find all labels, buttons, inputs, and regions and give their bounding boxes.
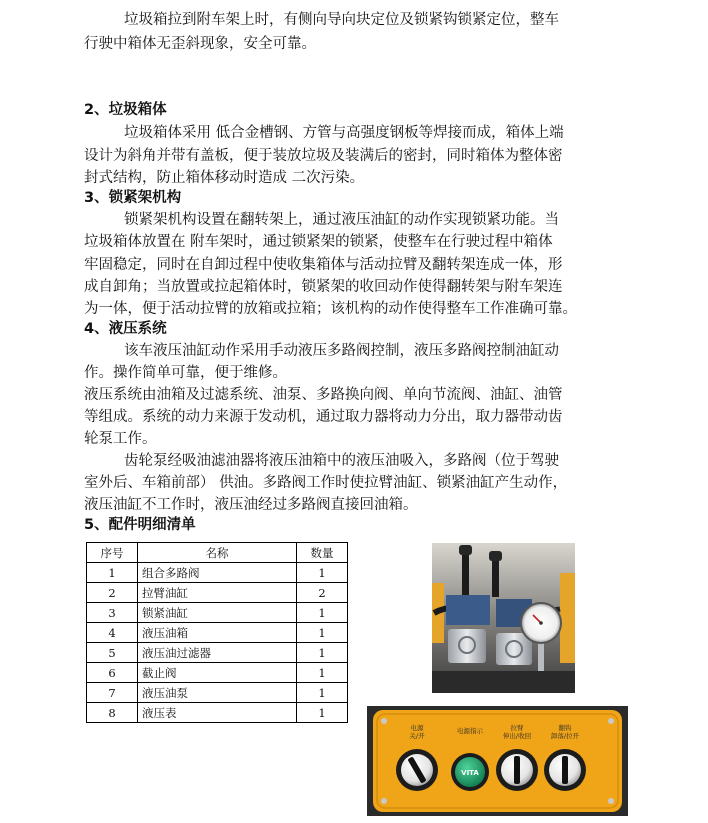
label-power-indicator: 电源指示: [457, 727, 483, 735]
row-index: 3: [87, 603, 138, 623]
valve-photo: [432, 543, 575, 693]
section-3-line-4: 成自卸角；当放置或拉起箱体时，锁紧架的收回动作使得翻转架与附车架连: [84, 279, 563, 295]
row-index: 6: [87, 663, 138, 683]
parts-list-table: [86, 542, 348, 723]
valve-photo-image: [432, 543, 575, 693]
section-4-line-8: 液压油缸不工作时，液压油经过多路阀直接回油箱。: [84, 497, 418, 513]
table-row: [87, 683, 348, 703]
section-2-line-2: 设计为斜角并带有盖板，便于装放垃圾及装满后的密封，同时箱体为整体密: [84, 148, 563, 164]
table-row: [87, 663, 348, 683]
intro-line-1: 垃圾箱拉到附车架上时，有侧向导向块定位及锁紧钩锁紧定位，整车: [124, 12, 559, 28]
section-4-line-4: 等组成。系统的动力来源于发动机，通过取力器将动力分出，取力器带动齿: [84, 409, 563, 425]
row-index: 7: [87, 683, 138, 703]
table-row: [87, 603, 348, 623]
header-quantity: 数量: [297, 543, 348, 563]
section-4-line-3: 液压系统由油箱及过滤系统、油泵、多路换向阀、单向节流阀、油缸、油管: [84, 387, 563, 403]
row-quantity: 1: [297, 623, 348, 643]
table-row: [87, 583, 348, 603]
section-2-line-1: 垃圾箱体采用 低合金槽钢、方管与高强度钢板等焊接而成，箱体上端: [124, 125, 564, 141]
section-5-heading: 5、配件明细清单: [84, 517, 196, 533]
section-3-line-1: 锁紧架机构设置在翻转架上，通过液压油缸的动作实现锁紧功能。当: [124, 212, 559, 228]
row-index: 4: [87, 623, 138, 643]
row-quantity: 1: [297, 683, 348, 703]
table-header-row: [87, 543, 348, 563]
section-4-line-1: 该车液压油缸动作采用手动液压多路阀控制，液压多路阀控制油缸动: [124, 343, 559, 359]
row-index: 1: [87, 563, 138, 583]
arm-switch-knob[interactable]: [496, 749, 538, 791]
indicator-text: VITA: [461, 769, 479, 777]
row-quantity: 1: [297, 563, 348, 583]
section-2-line-3: 封式结构，防止箱体移动时造成 二次污染。: [84, 170, 365, 186]
control-label-1: [409, 723, 425, 740]
row-index: 8: [87, 703, 138, 723]
intro-line-2: 行驶中箱体无歪斜现象，安全可靠。: [84, 36, 316, 52]
section-4-line-6: 齿轮泵经吸油滤油器将液压油箱中的液压油吸入，多路阀（位于驾驶: [124, 453, 559, 469]
row-name: 组合多路阀: [138, 563, 297, 583]
power-switch-knob[interactable]: [396, 749, 438, 791]
label-arm: 拉臂伸出/收回: [502, 724, 532, 740]
section-3-heading: 3、锁紧架机构: [84, 190, 182, 206]
row-name: 拉臂油缸: [138, 583, 297, 603]
table-row: [87, 623, 348, 643]
section-4-line-2: 作。操作简单可靠，便于维修。: [84, 365, 287, 381]
section-4-line-7: 室外后、车箱前部） 供油。多路阀工作时使拉臂油缸、锁紧油缸产生动作，: [84, 475, 568, 491]
section-4-line-5: 轮泵工作。: [84, 431, 157, 447]
row-quantity: 1: [297, 603, 348, 623]
row-name: 液压油箱: [138, 623, 297, 643]
power-indicator-light: [451, 753, 489, 791]
label-hook: 翻钩卸落/拉开: [550, 724, 580, 740]
row-quantity: 1: [297, 643, 348, 663]
control-box-photo: [367, 706, 628, 816]
row-name: 锁紧油缸: [138, 603, 297, 623]
hook-switch-knob[interactable]: [544, 749, 586, 791]
row-name: 液压表: [138, 703, 297, 723]
section-3-line-5: 为一体，便于活动拉臂的放箱或拉箱；该机构的动作使得整车工作准确可靠。: [84, 301, 577, 317]
control-box-image: [367, 706, 628, 816]
row-name: 液压油过滤器: [138, 643, 297, 663]
section-3-line-2: 垃圾箱体放置在 附车架时，通过锁紧架的锁紧，使整车在行驶过程中箱体: [84, 234, 553, 250]
table-row: [87, 703, 348, 723]
control-label-2: [457, 726, 484, 735]
section-3-line-3: 牢固稳定，同时在自卸过程中使收集箱体与活动拉臂及翻转架连成一体，形: [84, 257, 563, 273]
row-quantity: 1: [297, 703, 348, 723]
row-quantity: 2: [297, 583, 348, 603]
row-quantity: 1: [297, 663, 348, 683]
table-row: [87, 643, 348, 663]
header-index: 序号: [87, 543, 138, 563]
section-2-heading: 2、垃圾箱体: [84, 102, 167, 118]
table-row: [87, 563, 348, 583]
row-name: 液压油泵: [138, 683, 297, 703]
row-index: 5: [87, 643, 138, 663]
row-index: 2: [87, 583, 138, 603]
section-4-heading: 4、液压系统: [84, 321, 167, 337]
row-name: 截止阀: [138, 663, 297, 683]
label-power: 电源关/开: [409, 724, 425, 740]
header-name: 名称: [138, 543, 297, 563]
